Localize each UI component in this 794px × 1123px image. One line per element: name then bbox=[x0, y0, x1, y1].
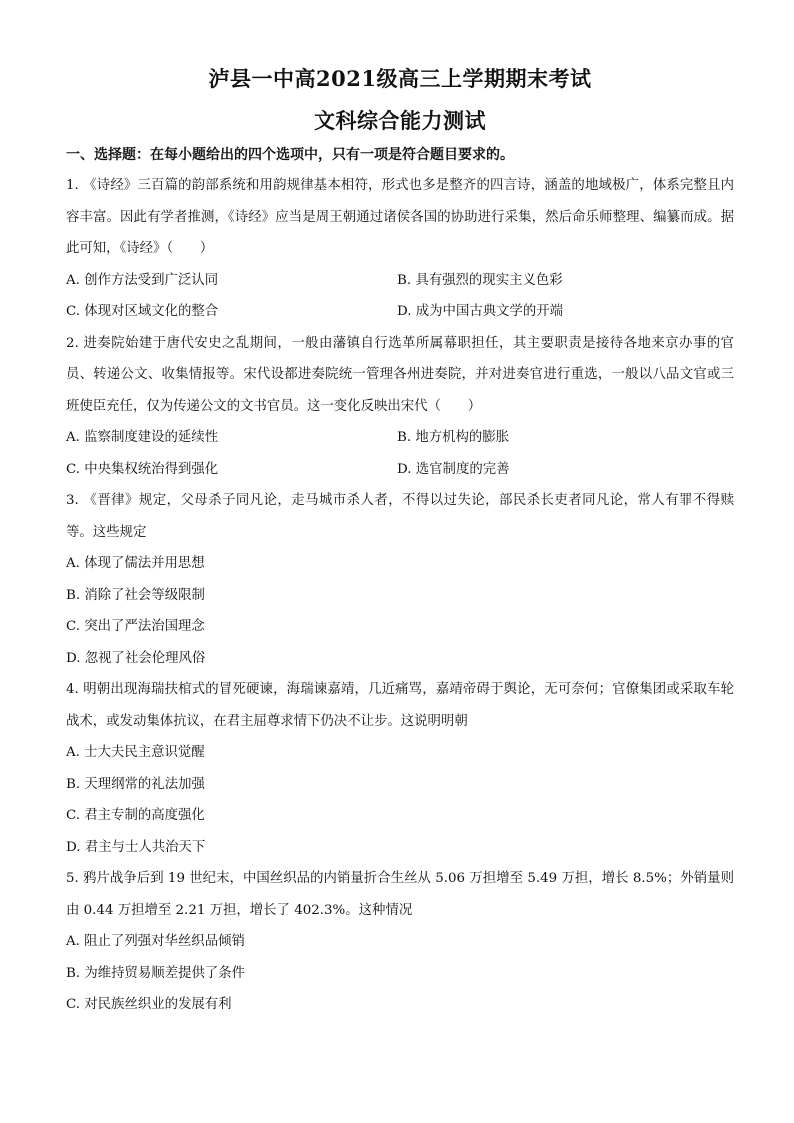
option-a: A. 阻止了列强对华丝织品倾销 bbox=[66, 934, 245, 949]
option-a: A. 体现了儒法并用思想 bbox=[66, 556, 205, 571]
option-c: C. 体现对区域文化的整合 bbox=[66, 304, 219, 319]
option-b: B. 地方机构的膨胀 bbox=[397, 430, 510, 445]
question-stem: 1. 《诗经》三百篇的韵部系统和用韵规律基本相符，形式也多是整齐的四言诗，涵盖的地域极广，体系完整且内容丰富。因此有学者推测，《诗经》应当是周王朝通过诸侯各国的协助进行采集，然后命乐师整理、编纂而成。据此可知，《诗经》（ ） bbox=[66, 178, 734, 256]
question-5 bbox=[66, 863, 734, 1021]
option-d: D. 君主与士人共治天下 bbox=[66, 839, 206, 855]
options-list bbox=[66, 422, 734, 485]
option-b: B. 为维持贸易顺差提供了条件 bbox=[66, 965, 246, 981]
options-list bbox=[66, 548, 734, 674]
options-list bbox=[66, 265, 734, 328]
option-b: B. 消除了社会等级限制 bbox=[66, 587, 205, 603]
option-d: D. 选官制度的完善 bbox=[397, 461, 510, 477]
option-c: C. 中央集权统治得到强化 bbox=[66, 461, 219, 477]
option-d: D. 成为中国古典文学的开端 bbox=[397, 304, 564, 319]
option-c: C. 君主专制的高度强化 bbox=[66, 808, 205, 823]
option-d: D. 忽视了社会伦理风俗 bbox=[66, 650, 206, 666]
option-b: B. 具有强烈的现实主义色彩 bbox=[397, 272, 563, 288]
option-a: A. 监察制度建设的延续性 bbox=[66, 430, 219, 445]
option-a: A. 士大夫民主意识觉醒 bbox=[66, 745, 205, 760]
question-stem: 4. 明朝出现海瑞扶棺式的冒死硬谏，海瑞谏嘉靖，几近痛骂，嘉靖帝碍于舆论，无可奈何；官僚集团或采取车轮战术，或发动集体抗议，在君主屈尊求情下仍决不让步。这说明明朝 bbox=[66, 682, 734, 729]
question-stem: 3. 《晋律》规定，父母杀子同凡论，走马城市杀人者，不得以过失论，部民杀长吏者同凡论，常人有罪不得赎等。这些规定 bbox=[66, 493, 734, 540]
option-c: C. 对民族丝织业的发展有利 bbox=[66, 997, 232, 1012]
question-2 bbox=[66, 328, 734, 486]
exam-subtitle: 文科综合能力测试 bbox=[314, 108, 486, 133]
options-list bbox=[66, 926, 734, 1021]
question-1 bbox=[66, 170, 734, 328]
option-b: B. 天理纲常的礼法加强 bbox=[66, 776, 205, 792]
question-4 bbox=[66, 674, 734, 863]
question-stem: 5. 鸦片战争后到 19 世纪末，中国丝织品的内销量折合生丝从 5.06 万担增至 5.49 万担，增长 8.5%；外销量则由 0.44 万担增至 2.21 万担，增长了 402.3%。这种情况 bbox=[66, 871, 734, 918]
option-a: A. 创作方法受到广泛认同 bbox=[66, 272, 219, 288]
section-heading: 一、选择题：在每小题给出的四个选项中，只有一项是符合题目要求的。 bbox=[66, 147, 514, 163]
exam-title: 泸县一中高2021级高三上学期期末考试 bbox=[208, 66, 592, 91]
question-3 bbox=[66, 485, 734, 674]
options-list bbox=[66, 737, 734, 863]
option-c: C. 突出了严法治国理念 bbox=[66, 619, 205, 634]
question-stem: 2. 进奏院始建于唐代安史之乱期间，一般由藩镇自行选革所属幕职担任，其主要职责是接待各地来京办事的官员、转递公文、收集情报等。宋代设都进奏院统一管理各州进奏院，并对进奏官进行重选，一般以八品文官或三班使臣充任，仅为传递公文的文书官员。这一变化反映出宋代（ ） bbox=[66, 335, 734, 414]
